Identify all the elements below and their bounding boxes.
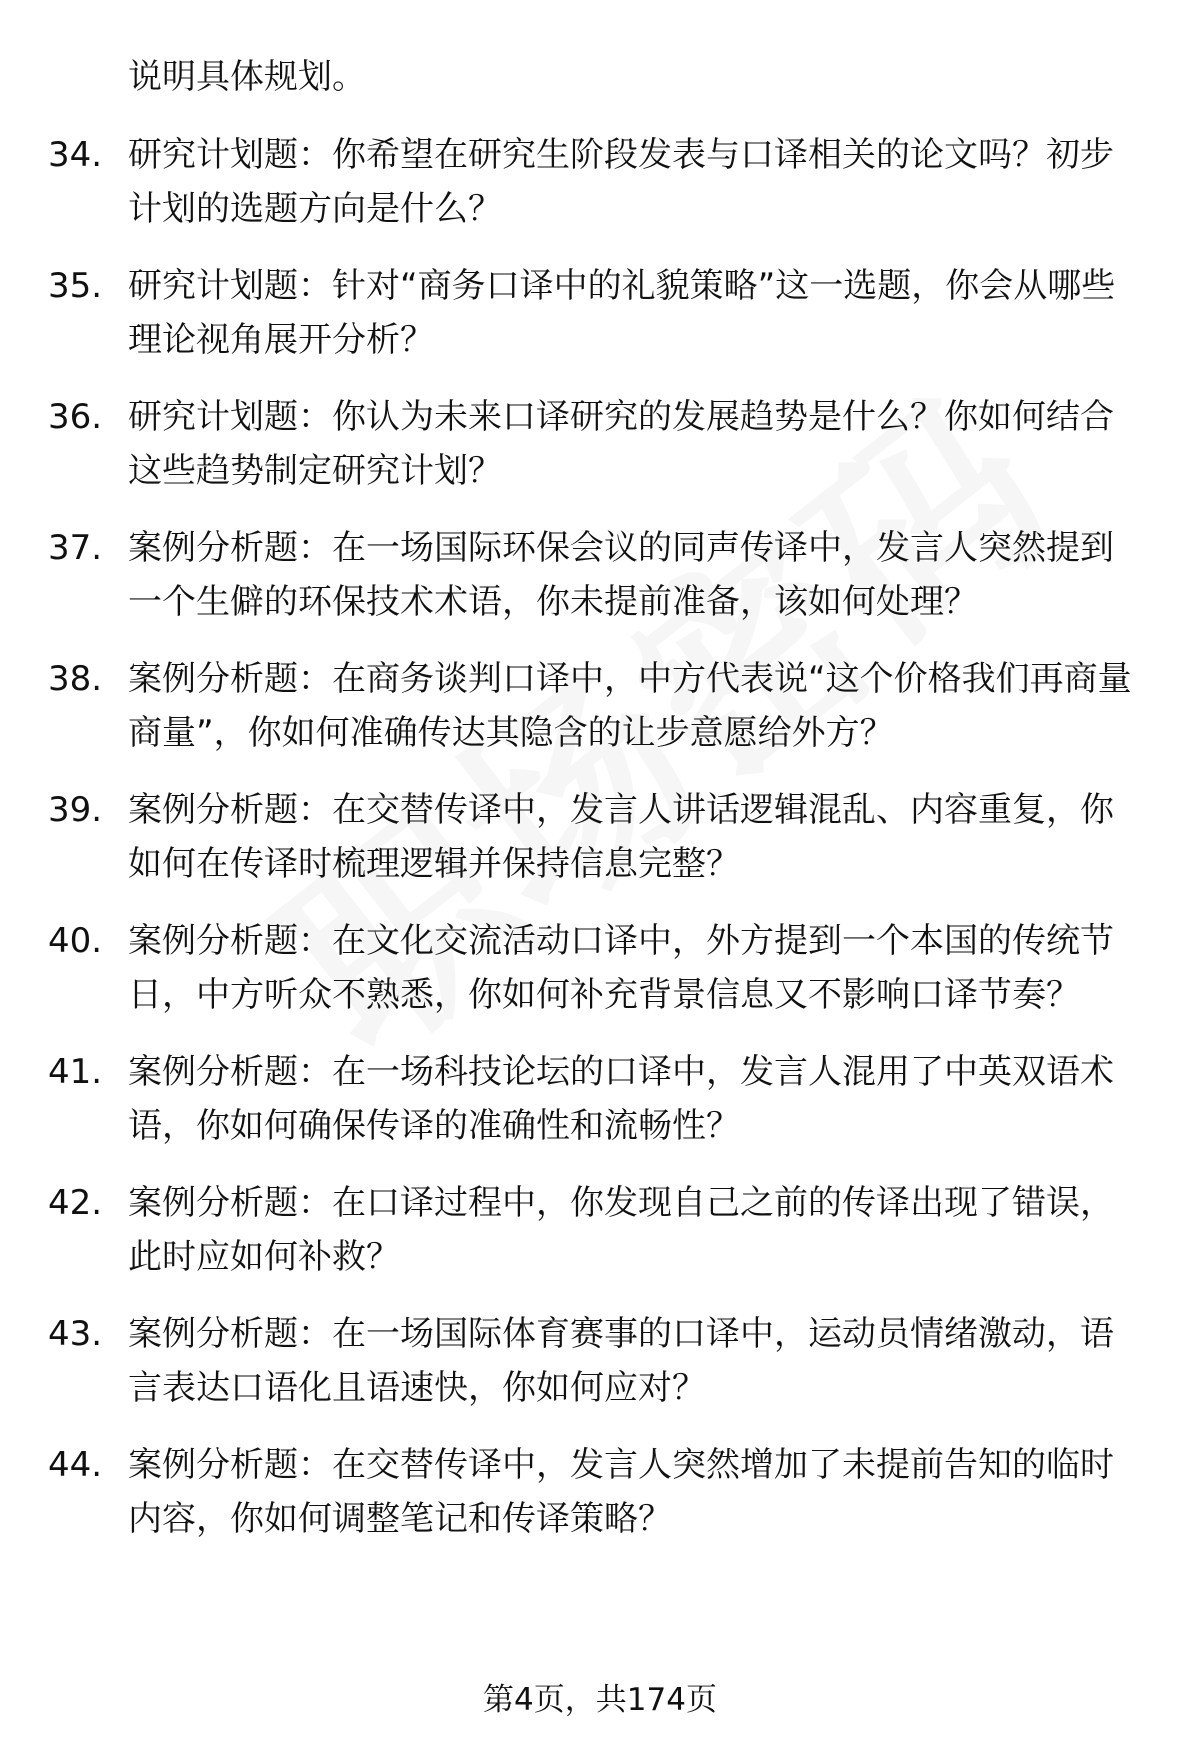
question-number: 42. bbox=[48, 1183, 103, 1223]
question-number: 39. bbox=[48, 790, 103, 830]
question-item-41 bbox=[48, 1045, 1138, 1153]
question-item-34 bbox=[48, 128, 1138, 236]
question-number: 34. bbox=[48, 135, 103, 175]
question-text: 研究计划题：你认为未来口译研究的发展趋势是什么？你如何结合这些趋势制定研究计划？ bbox=[128, 397, 1114, 491]
question-item-43 bbox=[48, 1307, 1138, 1415]
question-text: 案例分析题：在一场国际环保会议的同声传译中，发言人突然提到一个生僻的环保技术术语，你未提前准备，该如何处理？ bbox=[128, 528, 1114, 622]
page-footer: 第4页，共174页 bbox=[483, 1682, 717, 1718]
question-text: 案例分析题：在商务谈判口译中，中方代表说“这个价格我们再商量商量”，你如何准确传达其隐含的让步意愿给外方？ bbox=[128, 659, 1132, 753]
question-item-38 bbox=[48, 652, 1138, 760]
question-text: 案例分析题：在交替传译中，发言人突然增加了未提前告知的临时内容，你如何调整笔记和传译策略？ bbox=[128, 1445, 1114, 1539]
question-number: 35. bbox=[48, 266, 103, 306]
question-number: 44. bbox=[48, 1445, 103, 1485]
question-item-44 bbox=[48, 1438, 1138, 1546]
question-item-36 bbox=[48, 390, 1138, 498]
question-number: 38. bbox=[48, 659, 103, 699]
question-item-40 bbox=[48, 914, 1138, 1022]
question-list bbox=[48, 128, 1138, 1569]
question-number: 43. bbox=[48, 1314, 103, 1354]
lead-text: 说明具体规划。 bbox=[128, 57, 366, 97]
question-text: 案例分析题：在一场科技论坛的口译中，发言人混用了中英双语术语，你如何确保传译的准确性和流畅性？ bbox=[128, 1052, 1114, 1146]
question-text: 案例分析题：在口译过程中，你发现自己之前的传译出现了错误，此时应如何补救？ bbox=[128, 1183, 1114, 1277]
question-text: 案例分析题：在一场国际体育赛事的口译中，运动员情绪激动，语言表达口语化且语速快，你如何应对？ bbox=[128, 1314, 1114, 1408]
question-text: 案例分析题：在交替传译中，发言人讲话逻辑混乱、内容重复，你如何在传译时梳理逻辑并保持信息完整？ bbox=[128, 790, 1114, 884]
question-number: 36. bbox=[48, 397, 103, 437]
question-text: 案例分析题：在文化交流活动口译中，外方提到一个本国的传统节日，中方听众不熟悉，你如何补充背景信息又不影响口译节奏？ bbox=[128, 921, 1114, 1015]
question-item-42 bbox=[48, 1176, 1138, 1284]
question-item-39 bbox=[48, 783, 1138, 891]
question-number: 41. bbox=[48, 1052, 103, 1092]
question-number: 40. bbox=[48, 921, 103, 961]
question-text: 研究计划题：你希望在研究生阶段发表与口译相关的论文吗？初步计划的选题方向是什么？ bbox=[128, 135, 1114, 229]
question-text: 研究计划题：针对“商务口译中的礼貌策略”这一选题，你会从哪些理论视角展开分析？ bbox=[128, 266, 1116, 360]
question-item-35 bbox=[48, 259, 1138, 367]
question-item-37 bbox=[48, 521, 1138, 629]
question-number: 37. bbox=[48, 528, 103, 568]
